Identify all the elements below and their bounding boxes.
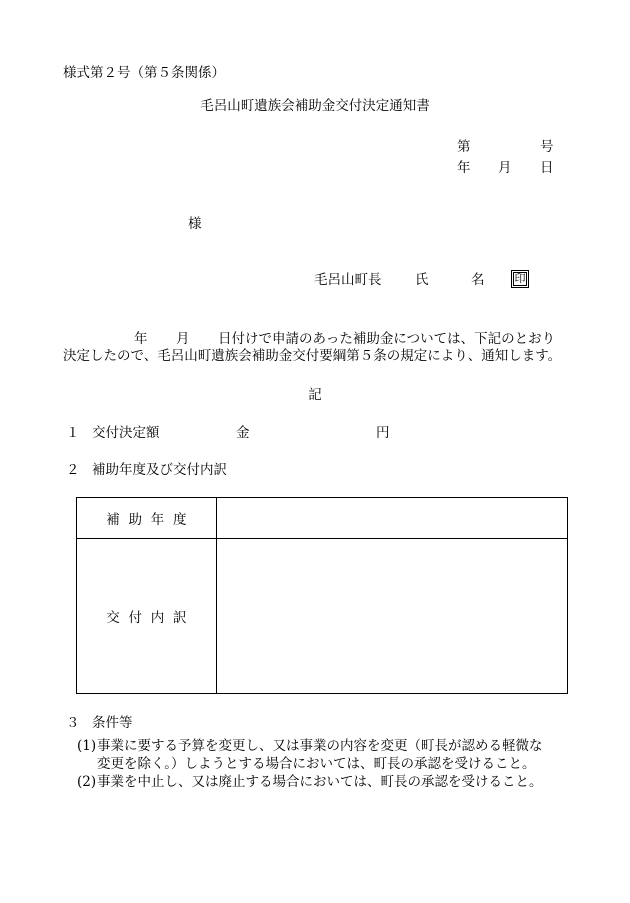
condition-1-number: (1) xyxy=(77,738,97,754)
addressee-suffix: 様 xyxy=(188,216,202,232)
section2-number: ２ xyxy=(66,462,80,478)
body-line2-text: 決定したので、毛呂山町遺族会補助金交付要綱第５条の規定により、通知します。 xyxy=(63,348,562,364)
section1-en: 円 xyxy=(376,425,390,441)
sender-title: 毛呂山町長 xyxy=(314,272,382,288)
table-row xyxy=(77,539,568,694)
sender-mei: 名 xyxy=(471,272,485,288)
date-day: 日 xyxy=(540,160,554,176)
table-row xyxy=(77,498,568,539)
condition-1-line2: 変更を除く。）しようとする場合においては、町長の承認を受けること。 xyxy=(97,756,536,772)
sender-shi: 氏 xyxy=(415,272,429,288)
section1-kin: 金 xyxy=(236,425,250,441)
doc-number-go: 号 xyxy=(540,139,554,155)
document-title: 毛呂山町遺族会補助金交付決定通知書 xyxy=(200,98,430,114)
section3-label: 条件等 xyxy=(92,715,133,731)
grant-details-table xyxy=(76,497,568,694)
section1-label: 交付決定額 xyxy=(92,425,160,441)
fiscal-year-header: 補助年度 xyxy=(77,498,217,539)
ki-heading: 記 xyxy=(308,387,322,403)
condition-2-line1: 事業を中止し、又は廃止する場合においては、町長の承認を受けること。 xyxy=(97,774,543,790)
body-year: 年 xyxy=(134,331,148,347)
body-month: 月 xyxy=(176,331,190,347)
doc-number-dai: 第 xyxy=(457,139,471,155)
body-line1-text: 日付けで申請のあった補助金については、下記のとおり xyxy=(218,331,556,347)
section3-number: ３ xyxy=(66,715,80,731)
date-month: 月 xyxy=(498,160,512,176)
grant-breakdown-cell xyxy=(216,539,567,694)
seal-mark: 印 xyxy=(511,270,529,288)
fiscal-year-cell xyxy=(216,498,567,539)
date-year: 年 xyxy=(457,160,471,176)
section2-label: 補助年度及び交付内訳 xyxy=(92,462,227,478)
grant-breakdown-header: 交付内訳 xyxy=(77,539,217,694)
condition-1-line1: 事業に要する予算を変更し、又は事業の内容を変更（町長が認める軽微な xyxy=(97,738,543,754)
condition-2-number: (2) xyxy=(77,774,97,790)
section1-number: １ xyxy=(66,425,80,441)
form-number: 様式第２号（第５条関係） xyxy=(63,65,225,81)
